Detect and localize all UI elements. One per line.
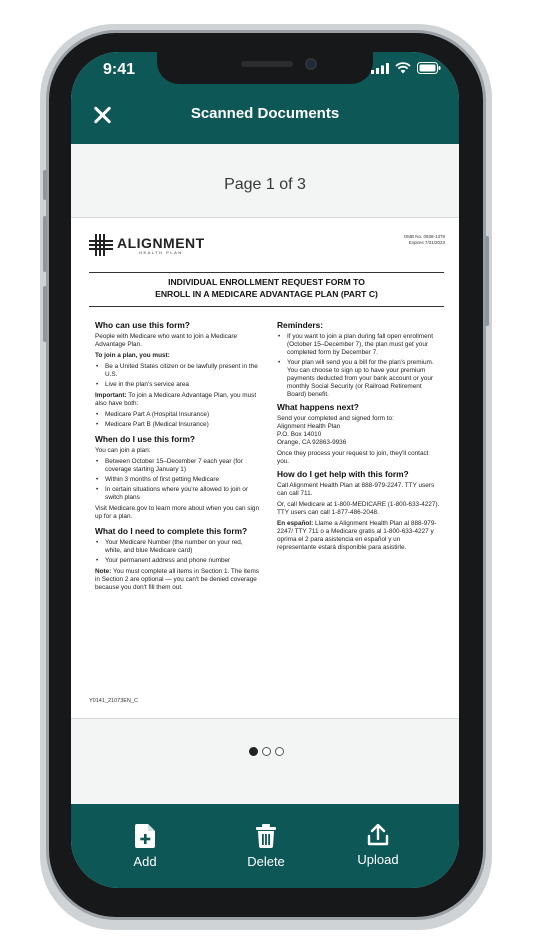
- address-line: P.O. Box 14010: [277, 431, 322, 438]
- title-line-1: INDIVIDUAL ENROLLMENT REQUEST FORM TO: [168, 277, 365, 287]
- list-item: • Live in the plan's service area: [95, 381, 259, 389]
- logo-subtext: HEALTH PLAN: [139, 249, 183, 255]
- section-heading: What do I need to complete this form?: [95, 526, 248, 536]
- paragraph: [277, 520, 441, 552]
- battery-icon: [417, 62, 441, 74]
- paragraph-text: Llame a Alignment Health Plan al 888-979-2247/ TTY 711 o a Medicare gratis al 1-800-633-4227 y oprima el 2 para asistencia en español y un representante estará disponible para asistirle.: [277, 520, 437, 551]
- list-item: • Be a United States citizen or be lawfully present in the U.S.: [95, 363, 259, 379]
- paragraph: Or, call Medicare at 1-800-MEDICARE (1-800-633-4227). TTY users can call 1-877-486-2048.: [277, 501, 440, 516]
- bottom-toolbar: [71, 804, 459, 888]
- logo-mark-icon: [89, 234, 113, 256]
- notch: [157, 52, 373, 84]
- add-label: Add: [133, 854, 157, 869]
- page-indicator: Page 1 of 3: [224, 176, 306, 193]
- page-indicator-bar: [71, 144, 459, 218]
- document-title: [89, 276, 444, 300]
- page-dot-2[interactable]: [262, 747, 271, 756]
- bold-text: En español:: [277, 520, 314, 527]
- add-button[interactable]: [105, 824, 185, 869]
- pagination-bar: [71, 718, 459, 804]
- omb-number: OMB No. 0938-1378: [403, 234, 445, 239]
- status-bar: [71, 52, 459, 88]
- speaker: [241, 61, 293, 67]
- bold-text: To join a plan, you must:: [95, 352, 170, 359]
- section-heading: What happens next?: [277, 402, 359, 412]
- paragraph: People with Medicare who want to join a Medicare Advantage Plan.: [95, 333, 238, 348]
- side-button: [43, 170, 47, 200]
- delete-button[interactable]: [226, 824, 306, 869]
- status-time: 9:41: [103, 61, 136, 78]
- phone-screen: [71, 52, 459, 888]
- add-document-icon: [135, 824, 155, 848]
- address-line: Orange, CA 92863-9936: [277, 439, 347, 446]
- list-item: • Medicare Part B (Medical Insurance): [95, 421, 259, 429]
- alignment-logo: [89, 234, 205, 256]
- camera: [305, 58, 317, 70]
- paragraph: Call Alignment Health Plan at 888-979-2247. TTY users can call 711.: [277, 482, 435, 497]
- title-rule-top: [89, 272, 444, 273]
- trash-icon: [256, 824, 276, 848]
- paragraph: [95, 392, 259, 408]
- paragraph-text: You must complete all items in Section 1. The items in Section 2 are optional — you can't be denied coverage because you don't fill them out.: [95, 568, 259, 591]
- delete-label: Delete: [247, 854, 285, 869]
- status-icons: [371, 62, 441, 74]
- right-column: [277, 320, 441, 555]
- list-item: • If you want to join a plan during fall open enrollment (October 15–December 7), the plan must get your completed form by December 7.: [277, 333, 441, 357]
- list-item: • Medicare Part A (Hospital Insurance): [95, 411, 259, 419]
- page-dot-3[interactable]: [275, 747, 284, 756]
- paragraph: Visit Medicare.gov to learn more about when you can sign up for a plan.: [95, 505, 260, 520]
- wifi-icon: [395, 62, 411, 74]
- bullet-list: [95, 539, 259, 565]
- address-line: Alignment Health Plan: [277, 423, 341, 430]
- volume-down-button: [43, 286, 47, 342]
- bullet-list: [95, 458, 259, 502]
- section-heading: Who can use this form?: [95, 320, 190, 330]
- pagination-dots: [249, 747, 284, 756]
- power-button: [485, 236, 489, 326]
- bullet-list: [95, 363, 259, 389]
- section-heading: Reminders:: [277, 320, 324, 330]
- upload-label: Upload: [357, 852, 399, 867]
- header-title: Scanned Documents: [190, 105, 340, 122]
- volume-up-button: [43, 216, 47, 272]
- paragraph: [95, 568, 259, 592]
- app-header: [71, 88, 459, 144]
- list-item: • Between October 15–December 7 each year (for coverage starting January 1): [95, 458, 259, 474]
- paragraph: Send your completed and signed form to:: [277, 415, 394, 422]
- section-heading: When do I use this form?: [95, 434, 196, 444]
- bullet-list: [95, 411, 259, 429]
- bullet-list: [277, 333, 441, 399]
- bold-text: Important:: [95, 392, 127, 399]
- upload-button[interactable]: [338, 824, 418, 867]
- list-item: • Your plan will send you a bill for the plan's premium. You can choose to sign up to have your premium payments deducted from your bank account or your monthly Social Security (or Railroad Retirement Board) benefit.: [277, 359, 441, 399]
- form-code: Y0141_21073EN_C: [89, 698, 138, 704]
- list-item: • Your Medicare Number (the number on your red, white, and blue Medicare card): [95, 539, 259, 555]
- title-rule-bottom: [89, 306, 444, 307]
- list-item: • Your permanent address and phone number: [95, 557, 259, 565]
- paragraph: You can join a plan:: [95, 447, 151, 454]
- upload-icon: [367, 824, 389, 846]
- signal-icon: [371, 63, 389, 74]
- omb-info: [404, 234, 445, 246]
- list-item: • In certain situations where you're allowed to join or switch plans: [95, 486, 259, 502]
- section-heading: How do I get help with this form?: [277, 469, 409, 479]
- logo-text: ALIGNMENT: [117, 234, 205, 251]
- scanned-document-page[interactable]: [71, 218, 459, 718]
- paragraph-text: To join a Medicare Advantage Plan, you must also have both:: [95, 392, 257, 407]
- page-dot-1[interactable]: [249, 747, 258, 756]
- list-item: • Within 3 months of first getting Medicare: [95, 476, 259, 484]
- bold-text: Note:: [95, 568, 112, 575]
- left-column: [95, 320, 259, 595]
- omb-expiry: Expires 7/31/2023: [408, 240, 445, 245]
- title-line-2: ENROLL IN A MEDICARE ADVANTAGE PLAN (PART C): [155, 289, 378, 299]
- paragraph: [95, 352, 259, 360]
- paragraph: Once they process your request to join, they'll contact you.: [277, 450, 429, 465]
